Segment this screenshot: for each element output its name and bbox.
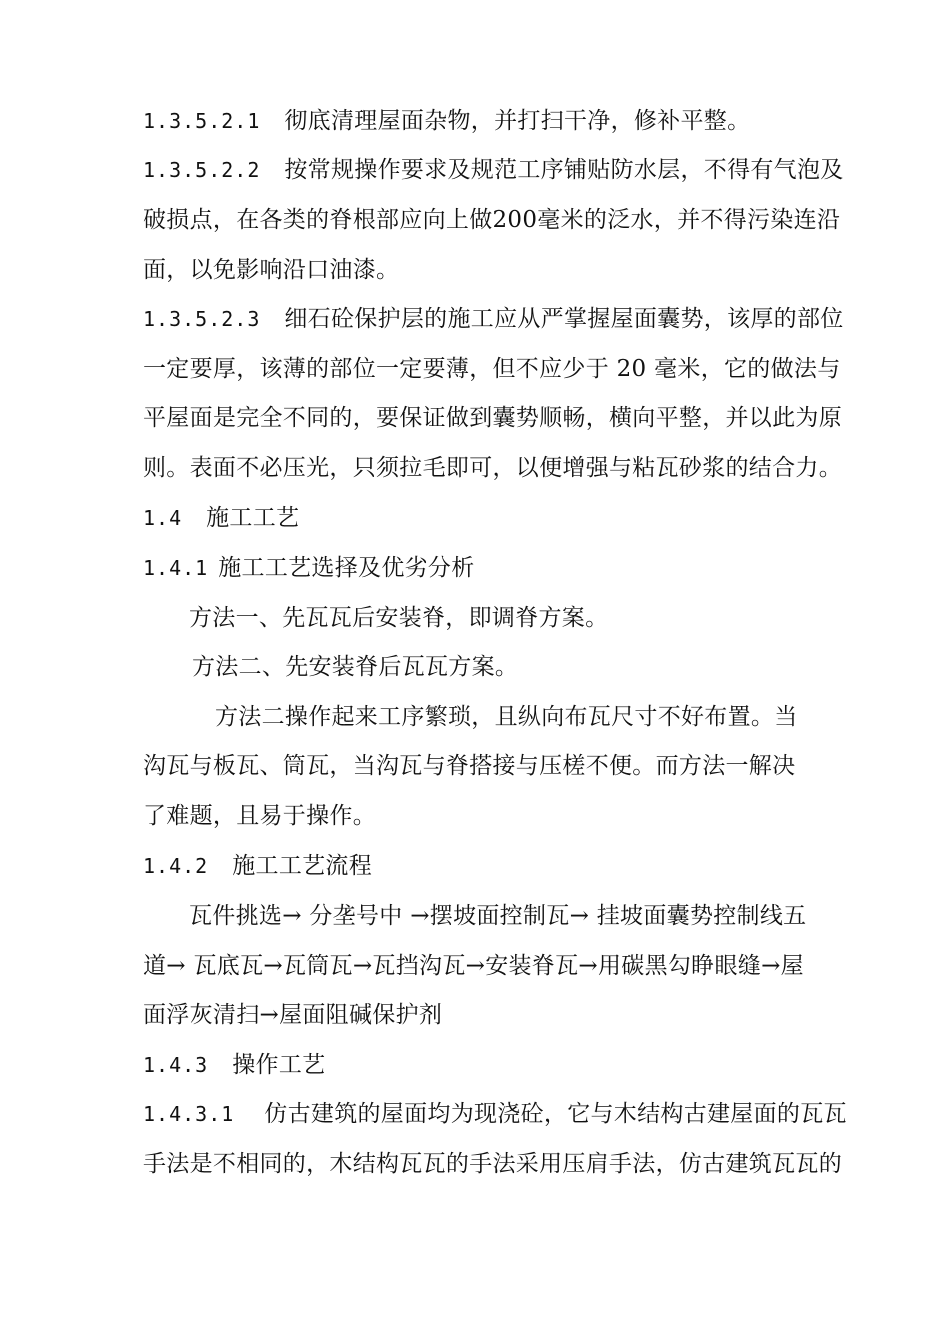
paragraph-line (143, 801, 823, 831)
line-text: 了难题，且易于操作。 (143, 803, 376, 829)
line-text: 细石砼保护层的施工应从严掌握屋面囊势，该厚的部位 (284, 306, 844, 332)
section-heading (143, 851, 823, 881)
paragraph-line (143, 255, 823, 285)
section-number: 1.4.3 (143, 1053, 209, 1077)
paragraph-line (143, 751, 823, 781)
line-text: 仿古建筑的屋面均为现浇砼，它与木结构古建屋面的瓦瓦 (264, 1101, 847, 1127)
heading-text: 施工工艺选择及优劣分析 (218, 555, 475, 581)
paragraph-line (143, 304, 844, 334)
paragraph-line (143, 403, 842, 433)
line-text: 瓦件挑选→ 分垄号中 →摆坡面控制瓦→ 挂坡面囊势控制线五 (189, 903, 807, 929)
paragraph-line (189, 603, 869, 633)
line-text: 面浮灰清扫→屋面阻碱保护剂 (143, 1002, 443, 1028)
paragraph-line (189, 901, 869, 931)
paragraph-line (215, 702, 895, 732)
heading-text: 施工工艺流程 (232, 853, 373, 879)
section-heading (143, 503, 823, 533)
section-number: 1.3.5.2.1 (143, 109, 261, 133)
section-number: 1.3.5.2.2 (143, 158, 261, 182)
paragraph-line (143, 106, 823, 136)
section-number: 1.3.5.2.3 (143, 307, 261, 331)
section-number: 1.4.2 (143, 854, 209, 878)
section-heading (143, 553, 823, 583)
heading-text: 施工工艺 (206, 505, 300, 531)
paragraph-line (192, 652, 872, 682)
line-text: 则。表面不必压光，只须拉毛即可，以便增强与粘瓦砂浆的结合力。 (143, 455, 842, 481)
line-text: 沟瓦与板瓦、筒瓦，当沟瓦与脊搭接与压槎不便。而方法一解决 (143, 753, 796, 779)
line-text: 一定要厚，该薄的部位一定要薄，但不应少于 20 毫米，它的做法与 (143, 356, 841, 382)
section-number: 1.4.1 (143, 556, 209, 580)
line-text: 方法二操作起来工序繁琐，且纵向布瓦尺寸不好布置。当 (215, 704, 798, 730)
section-number: 1.4 (143, 506, 183, 530)
paragraph-line (143, 354, 841, 384)
line-text: 平屋面是完全不同的，要保证做到囊势顺畅，横向平整，并以此为原 (143, 405, 842, 431)
paragraph-line (143, 951, 823, 981)
line-text: 方法一、先瓦瓦后安装脊，即调脊方案。 (189, 605, 609, 631)
line-text: 道→ 瓦底瓦→瓦筒瓦→瓦挡沟瓦→安装脊瓦→用碳黑勾睁眼缝→屋 (143, 953, 804, 979)
section-heading (143, 1050, 823, 1080)
heading-text: 操作工艺 (232, 1052, 326, 1078)
line-text: 面，以免影响沿口油漆。 (143, 257, 400, 283)
paragraph-line (143, 155, 844, 185)
paragraph-line (143, 453, 842, 483)
paragraph-line (143, 1000, 823, 1030)
line-text: 手法是不相同的，木结构瓦瓦的手法采用压肩手法，仿古建筑瓦瓦的 (143, 1151, 842, 1177)
paragraph-line (143, 1099, 847, 1129)
line-text: 按常规操作要求及规范工序铺贴防水层，不得有气泡及 (284, 157, 844, 183)
line-text: 破损点，在各类的脊根部应向上做200毫米的泛水，并不得污染连沿 (143, 207, 841, 233)
paragraph-line (143, 205, 841, 235)
section-number: 1.4.3.1 (143, 1102, 235, 1126)
line-text: 彻底清理屋面杂物，并打扫干净，修补平整。 (284, 108, 751, 134)
line-text: 方法二、先安装脊后瓦瓦方案。 (192, 654, 519, 680)
paragraph-line (143, 1149, 842, 1179)
